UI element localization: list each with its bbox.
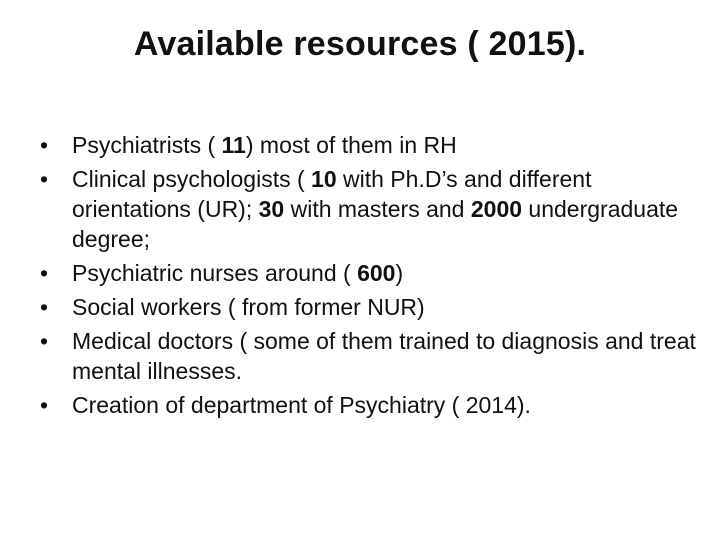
bullet-text: with Ph.D’s and different orientations (UR);	[72, 166, 592, 222]
bullet-text: ) most of them in RH	[245, 132, 457, 158]
bullet-department-creation	[34, 390, 704, 420]
bullet-text: Clinical psychologists (	[72, 166, 312, 192]
bullet-number: 10	[311, 166, 337, 192]
bullet-text: Psychiatric nurses around (	[72, 260, 358, 286]
bullet-number: 30	[258, 196, 285, 222]
bullet-psychiatric-nurses	[34, 258, 704, 288]
bullet-social-workers	[34, 292, 704, 322]
bullet-text: Creation of department of Psychiatry ( 2014).	[72, 392, 531, 418]
bullet-text: Social workers ( from former NUR)	[72, 294, 425, 320]
bullet-clinical-psychologists	[34, 164, 704, 254]
bullet-text: undergraduate degree;	[72, 196, 679, 252]
bullet-text: )	[395, 260, 404, 286]
slide-title: Available resources ( 2015).	[133, 25, 587, 63]
bullet-medical-doctors	[34, 326, 704, 386]
bullet-text: Medical doctors ( some of them trained to diagnosis and treat mental illnesses.	[72, 328, 696, 384]
bullet-psychiatrists	[34, 130, 704, 160]
bullet-text: with masters and	[284, 196, 471, 222]
bullet-number: 600	[357, 260, 396, 286]
bullet-text: Psychiatrists (	[72, 132, 222, 158]
bullet-number: 2000	[470, 196, 523, 222]
bullet-number: 11	[221, 132, 246, 158]
bullet-list	[34, 130, 704, 424]
